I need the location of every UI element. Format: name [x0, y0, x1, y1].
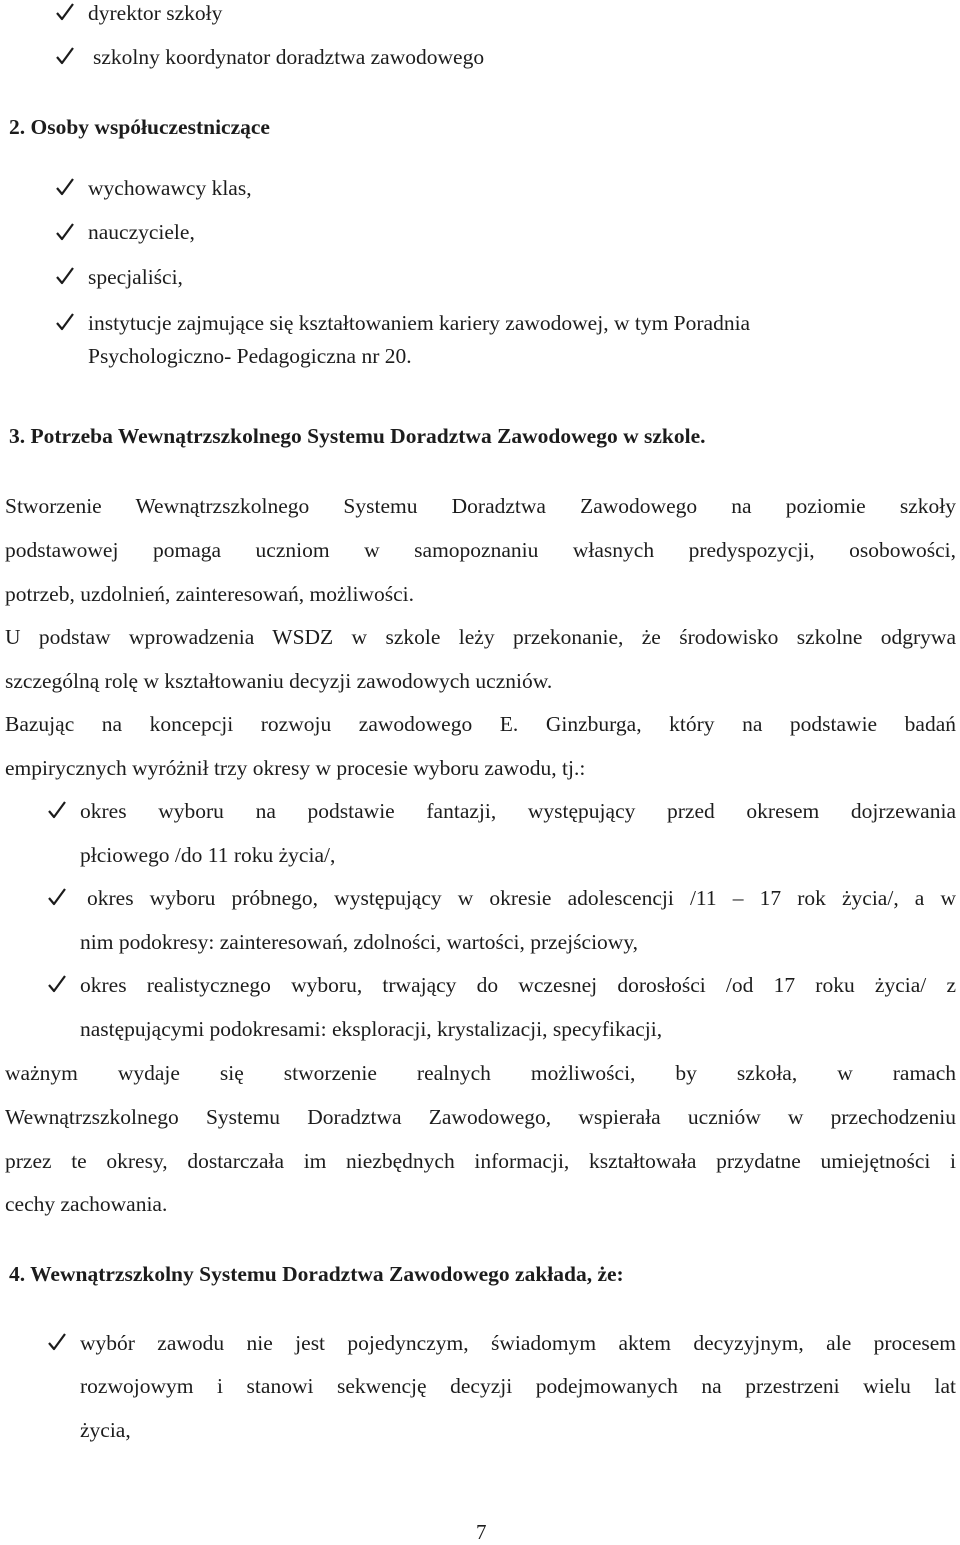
paragraph-line: empirycznych wyróżnił trzy okresy w procesie wyboru zawodu, tj.:	[5, 756, 586, 780]
section-heading: 2. Osoby współuczestniczące	[9, 115, 270, 139]
paragraph-line: U podstaw wprowadzenia WSDZ w szkole leży przekonanie, że środowisko szkolne odgrywa	[5, 625, 956, 649]
checkmark-icon	[47, 887, 67, 907]
list-item: dyrektor szkoły	[88, 1, 223, 25]
checkmark-icon	[47, 974, 67, 994]
paragraph-line: potrzeb, uzdolnień, zainteresowań, możliwości.	[5, 582, 414, 606]
list-item: okres wyboru próbnego, występujący w okresie adolescencji /11 – 17 rok życia/, a w	[87, 886, 956, 910]
checkmark-icon	[55, 312, 75, 332]
checkmark-icon	[55, 2, 75, 22]
list-item-continuation: Psychologiczno- Pedagogiczna nr 20.	[88, 344, 412, 368]
checkmark-icon	[47, 1332, 67, 1352]
paragraph-line: Bazując na koncepcji rozwoju zawodowego E. Ginzburga, który na podstawie badań	[5, 712, 956, 736]
list-item: okres wyboru na podstawie fantazji, występujący przed okresem dojrzewania	[80, 799, 956, 823]
page-number: 7	[476, 1520, 487, 1544]
paragraph-line: ważnym wydaje się stworzenie realnych możliwości, by szkoła, w ramach	[5, 1061, 956, 1085]
paragraph-line: podstawowej pomaga uczniom w samopoznaniu własnych predyspozycji, osobowości,	[5, 538, 956, 562]
paragraph-line: szczególną rolę w kształtowaniu decyzji zawodowych uczniów.	[5, 669, 553, 693]
list-item: szkolny koordynator doradztwa zawodowego	[93, 45, 485, 69]
list-item: wybór zawodu nie jest pojedynczym, świadomym aktem decyzyjnym, ale procesem	[80, 1331, 956, 1355]
paragraph-line: cechy zachowania.	[5, 1192, 168, 1216]
list-item-continuation: życia,	[80, 1418, 131, 1442]
checkmark-icon	[55, 46, 75, 66]
checkmark-icon	[55, 266, 75, 286]
list-item: specjaliści,	[88, 265, 183, 289]
list-item-continuation: rozwojowym i stanowi sekwencję decyzji podejmowanych na przestrzeni wielu lat	[80, 1374, 956, 1398]
checkmark-icon	[55, 177, 75, 197]
checkmark-icon	[55, 222, 75, 242]
section-heading: 4. Wewnątrzszkolny Systemu Doradztwa Zawodowego zakłada, że:	[9, 1262, 624, 1286]
paragraph-line: Wewnątrzszkolnego Systemu Doradztwa Zawodowego, wspierała uczniów w przechodzeniu	[5, 1105, 956, 1129]
list-item: wychowawcy klas,	[88, 176, 252, 200]
list-item-continuation: płciowego /do 11 roku życia/,	[80, 843, 336, 867]
list-item-continuation: nim podokresy: zainteresowań, zdolności, wartości, przejściowy,	[80, 930, 639, 954]
list-item: nauczyciele,	[88, 220, 195, 244]
section-heading: 3. Potrzeba Wewnątrzszkolnego Systemu Doradztwa Zawodowego w szkole.	[9, 424, 706, 448]
list-item: instytucje zajmujące się kształtowaniem kariery zawodowej, w tym Poradnia	[88, 311, 751, 335]
paragraph-line: przez te okresy, dostarczała im niezbędnych informacji, kształtowała przydatne umiejętności i	[5, 1149, 956, 1173]
list-item: okres realistycznego wyboru, trwający do wczesnej dorosłości /od 17 roku życia/ z	[80, 973, 956, 997]
paragraph-line: Stworzenie Wewnątrzszkolnego Systemu Doradztwa Zawodowego na poziomie szkoły	[5, 494, 956, 518]
list-item-continuation: następującymi podokresami: eksploracji, krystalizacji, specyfikacji,	[80, 1017, 663, 1041]
checkmark-icon	[47, 800, 67, 820]
